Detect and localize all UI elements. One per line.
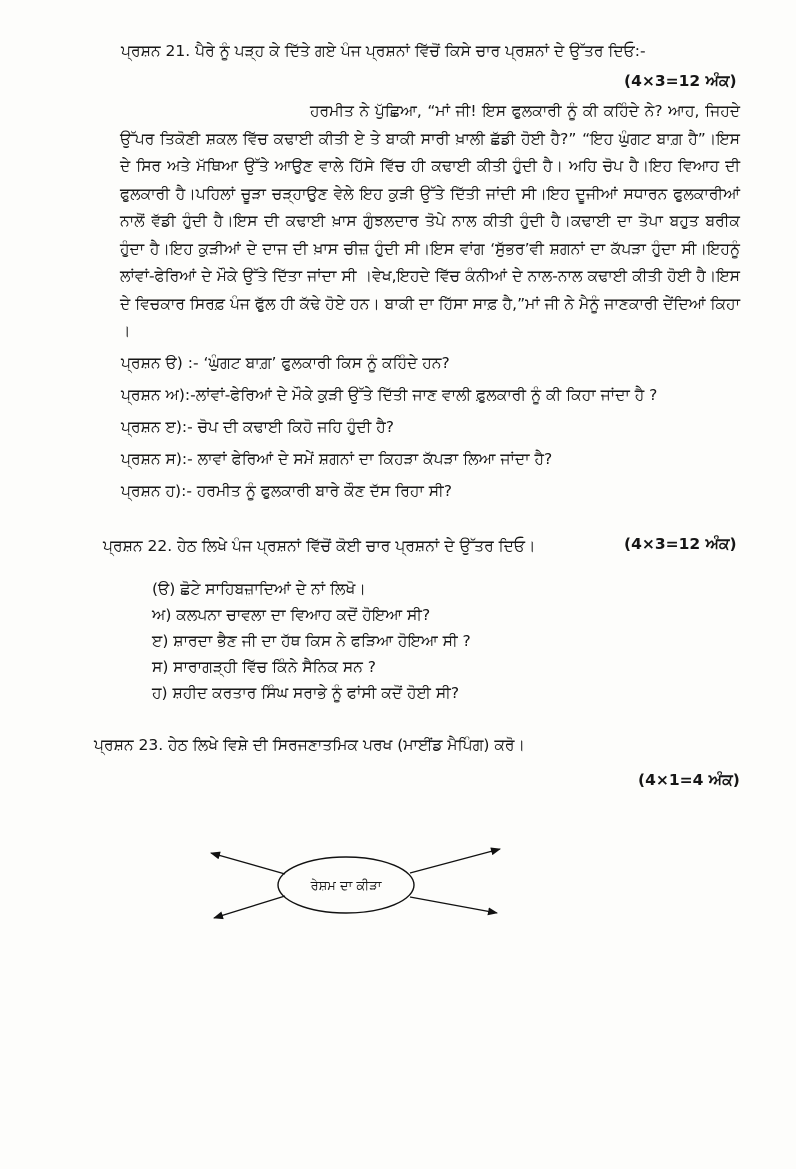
q22-item-c: ੲ) ਸ਼ਾਰਦਾ ਭੈਣ ਜੀ ਦਾ ਹੱਥ ਕਿਸ ਨੇ ਫੜਿਆ ਹੋਇਆ ਸੀ ? <box>152 632 471 650</box>
q22-marks: (4×3=12 ਅੰਕ) <box>624 535 737 553</box>
mind-map-arrow-top-left <box>211 853 285 874</box>
q21-marks: (4×3=12 ਅੰਕ) <box>624 72 737 90</box>
q23-heading: ਪ੍ਰਸ਼ਨ 23. ਹੇਠ ਲਿਖੇ ਵਿਸ਼ੇ ਦੀ ਸਿਰਜਣਾਤਮਿਕ ਪਰਖ (ਮਾਈਂਡ ਮੈਪਿੰਗ) ਕਰੋ। <box>94 736 525 754</box>
q22-item-e: ਹ) ਸ਼ਹੀਦ ਕਰਤਾਰ ਸਿੰਘ ਸਰਾਭੇ ਨੂੰ ਫਾਂਸੀ ਕਦੋਂ ਹੋਈ ਸੀ? <box>152 684 460 702</box>
mind-map-center-label: ਰੇਸ਼ਮ ਦਾ ਕੀੜਾ <box>310 879 382 894</box>
q21-question-b: ਪ੍ਰਸ਼ਨ ਅ):-ਲਾਂਵਾਂ-ਫੇਰਿਆਂ ਦੇ ਮੌਕੇ ਕੁੜੀ ਉੱਤੇ ਦਿੱਤੀ ਜਾਣ ਵਾਲੀ ਫ਼ੁਲਕਾਰੀ ਨੂੰ ਕੀ ਕਿਹਾ ਜਾਂਦਾ ਹੈ ? <box>121 386 658 404</box>
q21-heading: ਪ੍ਰਸ਼ਨ 21. ਪੈਰੇ ਨੂੰ ਪੜ੍ਹ ਕੇ ਦਿੱਤੇ ਗਏ ਪੰਜ ਪ੍ਰਸ਼ਨਾਂ ਵਿੱਚੋਂ ਕਿਸੇ ਚਾਰ ਪ੍ਰਸ਼ਨਾਂ ਦੇ ਉੱਤਰ ਦਿਓ:- <box>121 42 646 60</box>
q22-item-d: ਸ) ਸਾਰਾਗੜ੍ਹੀ ਵਿੱਚ ਕਿੰਨੇ ਸੈਨਿਕ ਸਨ ? <box>152 658 377 676</box>
mind-map-arrow-bottom-right <box>410 897 497 913</box>
q22-item-b: ਅ) ਕਲਪਨਾ ਚਾਵਲਾ ਦਾ ਵਿਆਹ ਕਦੋਂ ਹੋਇਆ ਸੀ? <box>152 606 431 624</box>
q23-marks: (4×1=4 ਅੰਕ) <box>638 771 740 789</box>
q21-passage-text: ਹਰਮੀਤ ਨੇ ਪੁੱਛਿਆ, “ਮਾਂ ਜੀ! ਇਸ ਫੁਲਕਾਰੀ ਨੂੰ ਕੀ ਕਹਿੰਦੇ ਨੇ? ਆਹ, ਜਿਹਦੇ ਉੱਪਰ ਤਿਕੋਣੀ ਸ਼ਕਲ ਵਿੱਚ ਕਢਾਈ ਕੀਤੀ ਏ ਤੇ ਬਾਕੀ ਸਾਰੀ ਖ਼ਾਲੀ ਛੱਡੀ ਹੋਈ ਹੈ?” “ਇਹ ਘੁੰਗਟ ਬਾਗ਼ ਹੈ”।ਇਸ ਦੇ ਸਿਰ ਅਤੇ ਮੱਥਿਆ ਉੱਤੇ ਆਉਣ ਵਾਲੇ ਹਿੱਸੇ ਵਿੱਚ ਹੀ ਕਢਾਈ ਕੀਤੀ ਹੁੰਦੀ ਹੈ। ਅਹਿ ਚੋਪ ਹੈ।ਇਹ ਵਿਆਹ ਦੀ ਫੁਲਕਾਰੀ ਹੈ।ਪਹਿਲਾਂ ਚੂੜਾ ਚੜ੍ਹਾਉਣ ਵੇਲੇ ਇਹ ਕੁੜੀ ਉੱਤੇ ਦਿੱਤੀ ਜਾਂਦੀ ਸੀ।ਇਹ ਦੂਜੀਆਂ ਸਧਾਰਨ ਫੁਲਕਾਰੀਆਂ ਨਾਲੋਂ ਵੱਡੀ ਹੁੰਦੀ ਹੈ।ਇਸ ਦੀ ਕਢਾਈ ਖ਼ਾਸ ਗੁੰਝਲਦਾਰ ਤੋਪੇ ਨਾਲ ਕੀਤੀ ਹੁੰਦੀ ਹੈ।ਕਢਾਈ ਦਾ ਤੋਪਾ ਬਹੁਤ ਬਰੀਕ ਹੁੰਦਾ ਹੈ।ਇਹ ਕੁੜੀਆਂ ਦੇ ਦਾਜ ਦੀ ਖ਼ਾਸ ਚੀਜ਼ ਹੁੰਦੀ ਸੀ।ਇਸ ਵਾਂਗ ‘ਸੁੱਭਰ’ਵੀ ਸ਼ਗਨਾਂ ਦਾ ਕੱਪੜਾ ਹੁੰਦਾ ਸੀ।ਇਹਨੂੰ ਲਾਂਵਾਂ-ਫੇਰਿਆਂ ਦੇ ਮੌਕੇ ਉੱਤੇ ਦਿੱਤਾ ਜਾਂਦਾ ਸੀ ।ਵੇਖ,ਇਹਦੇ ਵਿੱਚ ਕੰਨੀਆਂ ਦੇ ਨਾਲ-ਨਾਲ ਕਢਾਈ ਕੀਤੀ ਹੋਈ ਹੈ।ਇਸ ਦੇ ਵਿਚਕਾਰ ਸਿਰਫ਼ ਪੰਜ ਫੁੱਲ ਹੀ ਕੱਢੇ ਹੋਏ ਹਨ। ਬਾਕੀ ਦਾ ਹਿੱਸਾ ਸਾਫ਼ ਹੈ,”ਮਾਂ ਜੀ ਨੇ ਮੈਨੂੰ ਜਾਣਕਾਰੀ ਦੇਂਦਿਆਂ ਕਿਹਾ । <box>120 102 740 340</box>
q22-item-a: (ੳ) ਛੋਟੇ ਸਾਹਿਬਜ਼ਾਦਿਆਂ ਦੇ ਨਾਂ ਲਿਖੋ। <box>152 580 366 598</box>
q21-question-c: ਪ੍ਰਸ਼ਨ ੲ):- ਚੋਪ ਦੀ ਕਢਾਈ ਕਿਹੋ ਜਹਿ ਹੁੰਦੀ ਹੈ? <box>121 418 394 436</box>
q21-question-e: ਪ੍ਰਸ਼ਨ ਹ):- ਹਰਮੀਤ ਨੂੰ ਫੁਲਕਾਰੀ ਬਾਰੇ ਕੌਣ ਦੱਸ ਰਿਹਾ ਸੀ? <box>121 482 452 500</box>
q21-question-a: ਪ੍ਰਸ਼ਨ ੳ) :- ‘ਘੁੰਗਟ ਬਾਗ਼’ ਫੁਲਕਾਰੀ ਕਿਸ ਨੂੰ ਕਹਿੰਦੇ ਹਨ? <box>121 354 450 372</box>
mind-map-arrow-top-right <box>410 849 500 873</box>
q22-heading: ਪ੍ਰਸ਼ਨ 22. ਹੇਠ ਲਿਖੇ ਪੰਜ ਪ੍ਰਸ਼ਨਾਂ ਵਿੱਚੋਂ ਕੋਈ ਚਾਰ ਪ੍ਰਸ਼ਨਾਂ ਦੇ ਉੱਤਰ ਦਿਓ। <box>103 537 536 555</box>
mind-map-arrow-bottom-left <box>214 896 285 918</box>
q21-question-d: ਪ੍ਰਸ਼ਨ ਸ):- ਲਾਵਾਂ ਫੇਰਿਆਂ ਦੇ ਸਮੇਂ ਸ਼ਗਨਾਂ ਦਾ ਕਿਹੜਾ ਕੱਪੜਾ ਲਿਆ ਜਾਂਦਾ ਹੈ? <box>121 450 553 468</box>
